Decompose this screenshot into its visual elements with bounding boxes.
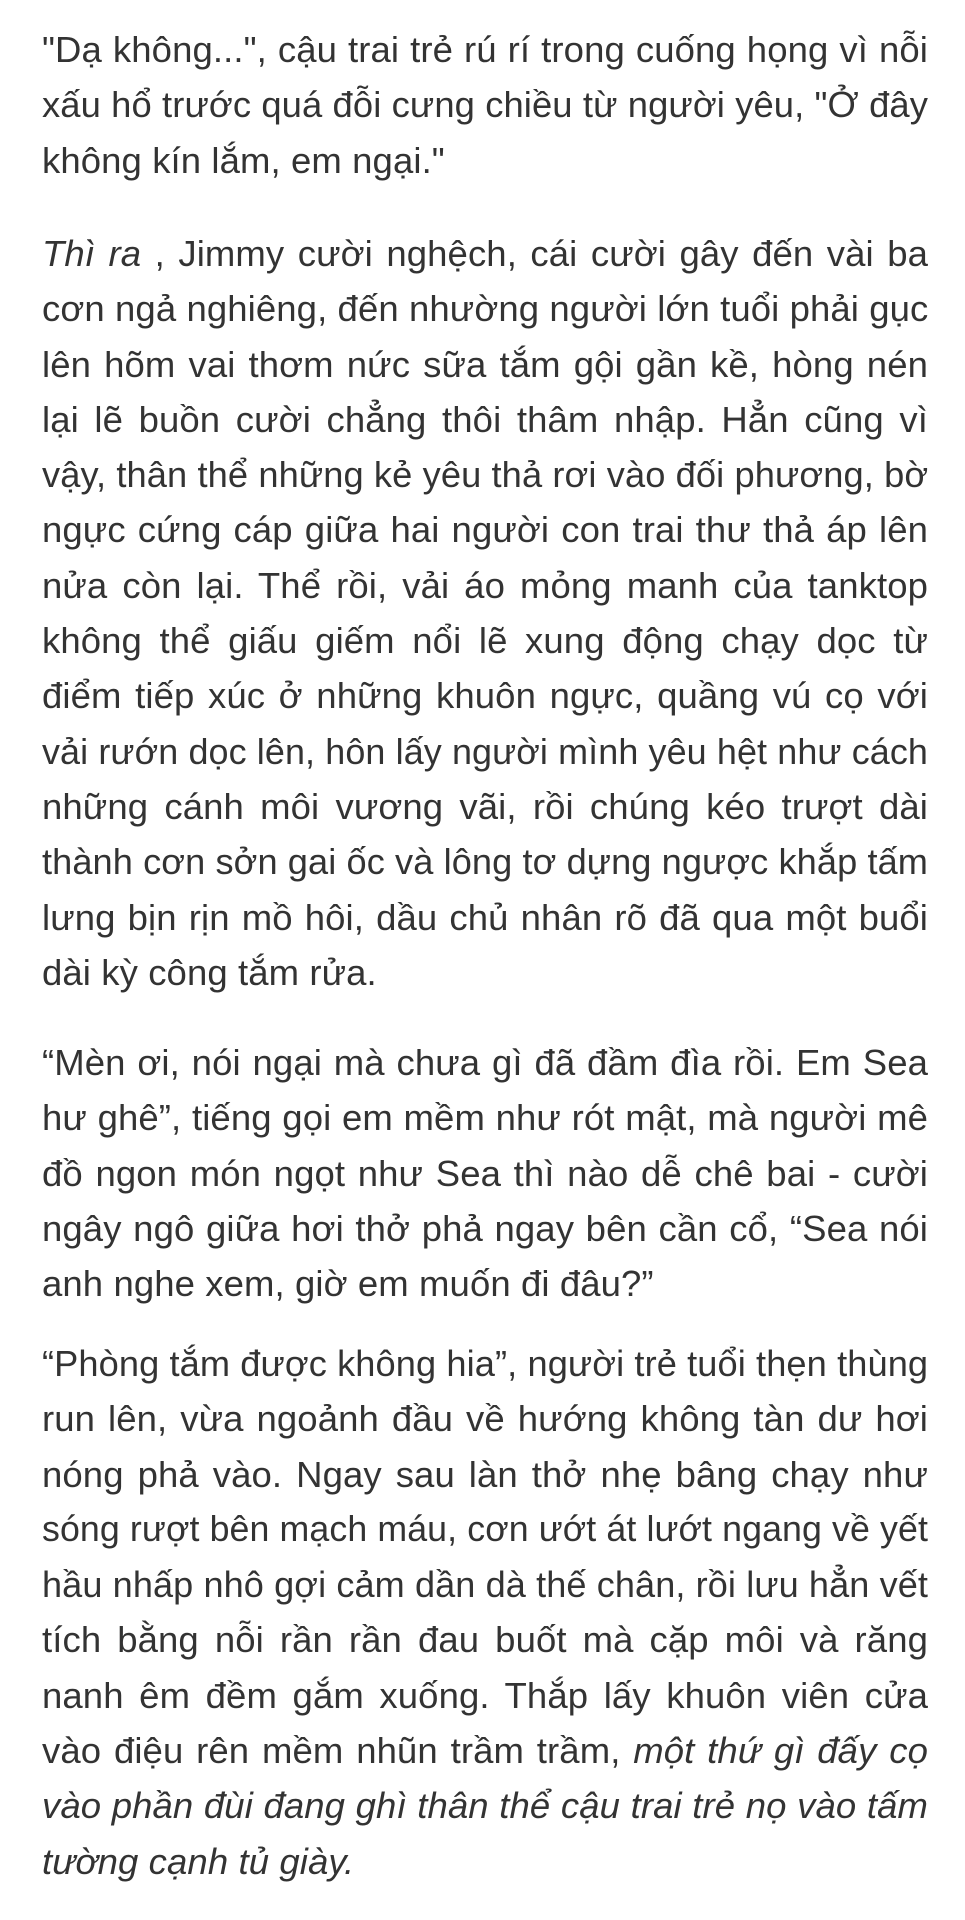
text-line: lại lẽ buồn cười chẳng thôi thâm nhập. Hẳn cũng vì xyxy=(42,398,928,440)
text-line: lưng bịn rịn mồ hôi, dầu chủ nhân rõ đã qua một buổi xyxy=(42,896,928,938)
italic-run: một thứ gì đấy cọ xyxy=(633,1730,928,1772)
text-line: không kín lắm, em ngại." xyxy=(42,139,445,181)
text-line: ngực cứng cáp giữa hai người con trai thư thả áp lên xyxy=(42,509,928,551)
text-line: ngây ngô giữa hơi thở phả ngay bên cần cổ, “Sea nói xyxy=(42,1207,928,1249)
text-line xyxy=(42,1723,928,1778)
paragraph-2 xyxy=(42,226,928,1000)
italic-lead: Thì ra xyxy=(42,233,142,274)
text-line: tích bằng nỗi rần rần đau buốt mà cặp môi và răng xyxy=(42,1619,928,1661)
text-line: anh nghe xem, giờ em muốn đi đâu?” xyxy=(42,1263,654,1305)
text-line: sóng rượt bên mạch máu, cơn ướt át lướt ngang về yết xyxy=(42,1508,928,1549)
text-line: hư ghê”, tiếng gọi em mềm như rót mật, mà người mê xyxy=(42,1097,928,1139)
text-line: không thể giấu giếm nổi lẽ xung động chạy dọc từ xyxy=(42,620,928,662)
text-line-italic: vào phần đùi đang ghì thân thể cậu trai trẻ nọ vào tấm xyxy=(42,1785,928,1827)
text-line: nanh êm đềm gắm xuống. Thắp lấy khuôn viên cửa xyxy=(42,1674,928,1716)
text-line: điểm tiếp xúc ở những khuôn ngực, quầng vú cọ với xyxy=(42,675,928,717)
text-line: cơn ngả nghiêng, đến nhường người lớn tuổi phải gục xyxy=(42,288,929,330)
text-line: đồ ngon món ngọt như Sea thì nào dễ chê bai - cười xyxy=(42,1152,928,1194)
paragraph-3 xyxy=(42,1035,928,1311)
text-line: lên hõm vai thơm nức sữa tắm gội gần kề, hòng nén xyxy=(42,343,928,385)
paragraph-1 xyxy=(42,22,928,188)
text-line: xấu hổ trước quá đỗi cưng chiều từ người yêu, "Ở đây xyxy=(42,84,928,126)
text-line: hầu nhấp nhô gợi cảm dần dà thế chân, rồi lưu hẳn vết xyxy=(42,1564,928,1606)
text-line: những cánh môi vương vãi, rồi chúng kéo trượt dài xyxy=(42,785,928,827)
text-line: nóng phả vào. Ngay sau làn thở nhẹ bâng chạy như xyxy=(42,1453,928,1495)
paragraph-4 xyxy=(42,1336,928,1889)
text-line: “Mèn ơi, nói ngại mà chưa gì đã đầm đìa rồi. Em Sea xyxy=(42,1042,928,1083)
text-line: “Phòng tắm được không hia”, người trẻ tuổi thẹn thùng xyxy=(42,1343,929,1384)
text-line: "Dạ không...", cậu trai trẻ rú rí trong cuống họng vì nỗi xyxy=(42,29,928,70)
text-run: , Jimmy cười nghệch, cái cười gây đến vài ba xyxy=(141,233,928,274)
text-line: dài kỳ công tắm rửa. xyxy=(42,951,377,993)
text-line: vải rướn dọc lên, hôn lấy người mình yêu hệt như cách xyxy=(42,730,928,772)
text-line: nửa còn lại. Thể rồi, vải áo mỏng manh của tanktop xyxy=(42,564,928,606)
text-line: vậy, thân thể những kẻ yêu thả rơi vào đối phương, bờ xyxy=(42,454,929,496)
text-line: thành cơn sởn gai ốc và lông tơ dựng ngược khắp tấm xyxy=(42,841,929,883)
text-line xyxy=(42,226,928,281)
text-line-italic: tường cạnh tủ giày. xyxy=(42,1840,355,1882)
text-line: run lên, vừa ngoảnh đầu về hướng không tàn dư hơi xyxy=(42,1398,928,1440)
text-run: vào điệu rên mềm nhũn trầm trầm, xyxy=(42,1730,634,1772)
